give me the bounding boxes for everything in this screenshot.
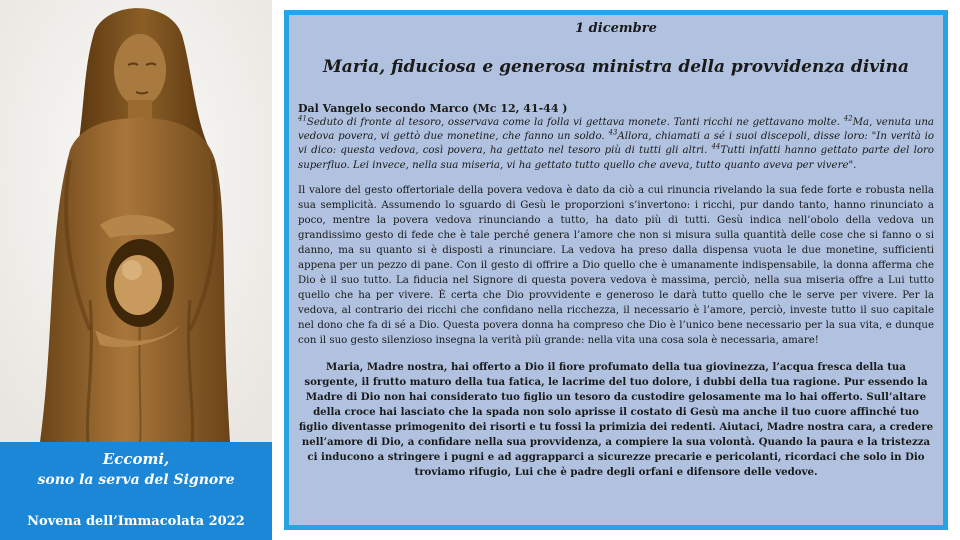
gospel-reference: (Mc 12, 41-44 ) xyxy=(472,102,568,115)
meditation-panel xyxy=(284,10,948,530)
date-heading: 1 dicembre xyxy=(575,21,657,36)
pregnant-madonna-statue-illustration xyxy=(0,0,272,442)
caption-novena-title: Novena dell’Immacolata 2022 xyxy=(27,514,245,529)
gospel-passage xyxy=(298,116,934,173)
reflection-paragraph: Il valore del gesto offertoriale della povera vedova è dato da ciò a cui rinuncia rivelando la sua fede forte e robusta nella sua semplicità. Assumendo lo sguardo di Gesù le proporzioni s’invertono: i ricchi, pur dando tanto, hanno rinunciato a poco, mentre la povera vedova rinunciando a tutto, ha dato più di tutti. Gesù indica nell’obolo della vedova un grandissimo gesto di fede che è tale perché genera l’amore che non si misura sulla quantità delle cose che si fanno o si danno, ma su quanto si è disposti a rinunciare. La vedova ha preso dalla dispensa vuota le due monetine, sufficienti appena per un pezzo di pane. Con il gesto di offrire a Dio quello che è umanamente indispensabile, la donna afferma che Dio è il suo tutto. La fiducia nel Signore di questa povera vedova è massima, perciò, nella sua miseria offre a Lui tutto quello che ha per vivere. È certa che Dio provvidente e generoso le darà tutto quello che le serve per vivere. Per la vedova, al contrario dei ricchi che confidano nella ricchezza, il necessario è l’amore, perciò, investe tutto il suo capitale nel dono che fa di sé a Dio. Questa povera donna ha compreso che Dio è l’unico bene necessario per la sua vita, e dunque con il suo gesto silenzioso insegna la verità più grande: nella vita una cosa sola è necessaria, amare! xyxy=(298,184,934,346)
page-title: Maria, fiduciosa e generosa ministra della provvidenza divina xyxy=(322,57,909,77)
verse-number: 44 xyxy=(711,143,721,152)
statue-image xyxy=(0,0,272,442)
verse-number: 42 xyxy=(843,114,853,123)
gospel-heading xyxy=(298,101,934,116)
meditation-text xyxy=(298,101,934,480)
novena-caption xyxy=(0,442,272,540)
verse-text: Allora, chiamati a sé i suoi discepoli, disse loro: "In verità io vi dico: questa vedova, così povera, ha gettato nel tesoro più di tutti gli altri. xyxy=(298,131,934,157)
verse-text: Seduto di fronte al tesoro, osservava come la folla vi gettava monete. Tanti ricchi ne gettavano molte. xyxy=(306,117,844,128)
caption-line-2: sono la serva del Signore xyxy=(37,472,235,488)
verse-number: 41 xyxy=(298,114,307,123)
gospel-source: Dal Vangelo secondo Marco xyxy=(298,102,469,115)
caption-line-1: Eccomi, xyxy=(102,450,170,468)
verse-text: Tutti infatti hanno gettato parte del loro superfluo. Lei invece, nella sua miseria, vi ha gettato tutto quello che aveva, tutto quanto aveva per vivere". xyxy=(298,145,934,171)
verse-text: Ma, venuta una vedova povera, vi gettò due monetine, che fanno un soldo. xyxy=(298,117,934,143)
verse-number: 43 xyxy=(608,128,618,137)
left-column xyxy=(0,0,272,540)
prayer-paragraph: Maria, Madre nostra, hai offerto a Dio il fiore profumato della tua giovinezza, l’acqua fresca della tua sorgente, il frutto maturo della tua fatica, le lacrime del tuo dolore, i dubbi della tua ragione. Pur essendo la Madre di Dio non hai considerato tuo figlio un tesoro da custodire gelosamente ma lo hai offerto. Sull’altare della croce hai lasciato che la spada non solo aprisse il costato di Gesù ma anche il tuo cuore affinché tuo figlio diventasse primogenito dei risorti e tu fossi la primizia dei redenti. Aiutaci, Madre nostra cara, a credere nell’amore di Dio, a confidare nella sua provvidenza, a compiere la sua volontà. Quando la paura e la tristezza ci inducono a stringere i pugni e ad aggrapparci a sicurezze precarie e pericolanti, ricordaci che solo in Dio troviamo rifugio, Lui che è padre degli orfani e difensore delle vedove. xyxy=(298,360,934,478)
